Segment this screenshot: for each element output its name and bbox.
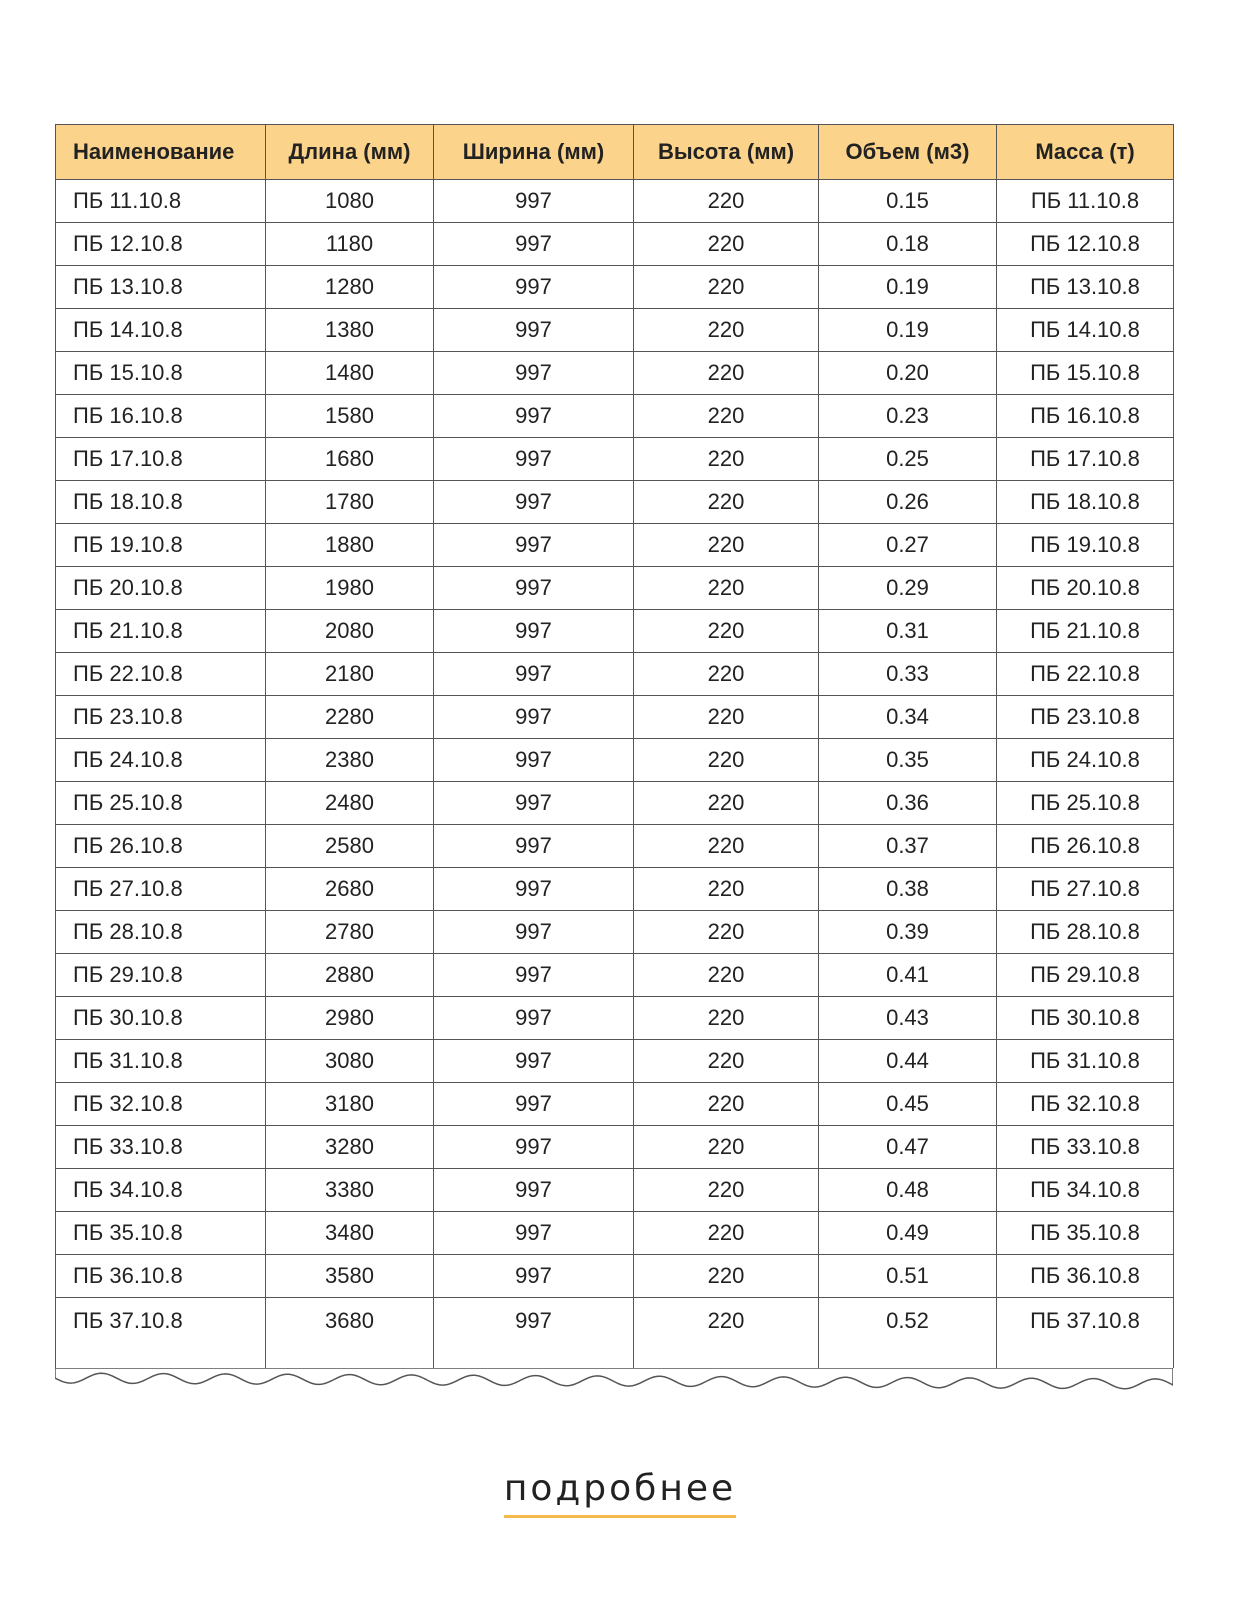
table-cell: 1480 (266, 352, 434, 395)
table-cell: 220 (634, 911, 819, 954)
more-link[interactable]: подробнее (504, 1468, 736, 1518)
table-cell: 1680 (266, 438, 434, 481)
table-cell: 220 (634, 782, 819, 825)
table-cell: 0.41 (819, 954, 997, 997)
table-cell: 0.38 (819, 868, 997, 911)
table-cell: 997 (434, 911, 634, 954)
table-cell: 220 (634, 567, 819, 610)
table-cell: 1980 (266, 567, 434, 610)
table-cell: ПБ 17.10.8 (997, 438, 1174, 481)
table-cell: ПБ 16.10.8 (997, 395, 1174, 438)
table-row (56, 180, 1174, 223)
table-cell: ПБ 25.10.8 (56, 782, 266, 825)
table-cell: 997 (434, 1040, 634, 1083)
table-cell: 2280 (266, 696, 434, 739)
spec-table-container (55, 124, 1173, 1368)
table-cell: 997 (434, 653, 634, 696)
table-cell: 0.49 (819, 1212, 997, 1255)
column-header: Ширина (мм) (434, 125, 634, 180)
table-row (56, 653, 1174, 696)
table-cell: ПБ 30.10.8 (997, 997, 1174, 1040)
table-cell: 220 (634, 696, 819, 739)
table-row (56, 868, 1174, 911)
table-cell: ПБ 20.10.8 (56, 567, 266, 610)
table-cell: 220 (634, 309, 819, 352)
table-row (56, 395, 1174, 438)
table-cell: ПБ 15.10.8 (997, 352, 1174, 395)
table-cell: 1580 (266, 395, 434, 438)
column-header: Масса (т) (997, 125, 1174, 180)
table-cell: 0.20 (819, 352, 997, 395)
table-cell: ПБ 29.10.8 (56, 954, 266, 997)
table-header-row (56, 125, 1174, 180)
table-cell: 220 (634, 1169, 819, 1212)
table-cell: ПБ 34.10.8 (997, 1169, 1174, 1212)
column-header: Длина (мм) (266, 125, 434, 180)
table-cell: 997 (434, 782, 634, 825)
table-cell: 0.15 (819, 180, 997, 223)
table-row (56, 911, 1174, 954)
table-cell: ПБ 18.10.8 (997, 481, 1174, 524)
table-cell: 997 (434, 481, 634, 524)
table-cell: 997 (434, 997, 634, 1040)
table-cell: 1780 (266, 481, 434, 524)
table-cell: ПБ 32.10.8 (56, 1083, 266, 1126)
table-cell: 997 (434, 696, 634, 739)
table-cell: ПБ 25.10.8 (997, 782, 1174, 825)
table-cell: ПБ 13.10.8 (56, 266, 266, 309)
table-cell: ПБ 35.10.8 (56, 1212, 266, 1255)
table-row (56, 696, 1174, 739)
table-cell: 997 (434, 610, 634, 653)
table-row (56, 481, 1174, 524)
table-row (56, 266, 1174, 309)
table-cell: 220 (634, 825, 819, 868)
table-cell: 3580 (266, 1255, 434, 1298)
table-cell: 0.31 (819, 610, 997, 653)
table-cell: ПБ 21.10.8 (56, 610, 266, 653)
column-header: Объем (м3) (819, 125, 997, 180)
table-cell: 997 (434, 825, 634, 868)
table-cell: ПБ 30.10.8 (56, 997, 266, 1040)
table-cell: 997 (434, 309, 634, 352)
table-row (56, 1126, 1174, 1169)
table-cell: 997 (434, 395, 634, 438)
table-cell: ПБ 12.10.8 (56, 223, 266, 266)
table-cell: 997 (434, 1169, 634, 1212)
table-cell: 997 (434, 1126, 634, 1169)
column-header: Наименование (56, 125, 266, 180)
table-cell: ПБ 23.10.8 (997, 696, 1174, 739)
table-cell: ПБ 17.10.8 (56, 438, 266, 481)
table-cell: ПБ 26.10.8 (997, 825, 1174, 868)
table-row (56, 524, 1174, 567)
table-cell: ПБ 32.10.8 (997, 1083, 1174, 1126)
table-cell: ПБ 36.10.8 (56, 1255, 266, 1298)
table-cell: 997 (434, 524, 634, 567)
table-cell: 3480 (266, 1212, 434, 1255)
table-cell: ПБ 21.10.8 (997, 610, 1174, 653)
table-cell: 0.35 (819, 739, 997, 782)
table-cell: 2080 (266, 610, 434, 653)
table-cell: ПБ 14.10.8 (997, 309, 1174, 352)
table-cell: ПБ 20.10.8 (997, 567, 1174, 610)
table-cell: 0.26 (819, 481, 997, 524)
table-cell: ПБ 13.10.8 (997, 266, 1174, 309)
table-cell: ПБ 18.10.8 (56, 481, 266, 524)
table-cell: 0.27 (819, 524, 997, 567)
table-body (56, 180, 1174, 1369)
table-cell: 0.51 (819, 1255, 997, 1298)
table-cell: 997 (434, 1083, 634, 1126)
table-row (56, 954, 1174, 997)
table-cell: 3080 (266, 1040, 434, 1083)
table-cell: ПБ 35.10.8 (997, 1212, 1174, 1255)
table-cell: 0.37 (819, 825, 997, 868)
table-cell: ПБ 29.10.8 (997, 954, 1174, 997)
table-cell: 220 (634, 868, 819, 911)
table-cell: ПБ 37.10.8 (997, 1298, 1174, 1369)
table-cell: 220 (634, 1083, 819, 1126)
table-cell: 2880 (266, 954, 434, 997)
table-cell: 220 (634, 610, 819, 653)
table-cell: ПБ 36.10.8 (997, 1255, 1174, 1298)
table-cell: 220 (634, 180, 819, 223)
table-row (56, 1298, 1174, 1369)
table-cell: 997 (434, 739, 634, 782)
table-cell: ПБ 24.10.8 (997, 739, 1174, 782)
table-cell: ПБ 11.10.8 (997, 180, 1174, 223)
table-cell: 220 (634, 1255, 819, 1298)
table-cell: 3380 (266, 1169, 434, 1212)
table-cell: 2180 (266, 653, 434, 696)
more-link-container (0, 1468, 1240, 1518)
table-cell: 1880 (266, 524, 434, 567)
table-cell: 3180 (266, 1083, 434, 1126)
table-cell: 0.47 (819, 1126, 997, 1169)
table-cell: ПБ 15.10.8 (56, 352, 266, 395)
table-cell: 220 (634, 954, 819, 997)
table-row (56, 352, 1174, 395)
table-cell: 0.23 (819, 395, 997, 438)
table-cell: 220 (634, 481, 819, 524)
table-row (56, 438, 1174, 481)
table-cell: 0.52 (819, 1298, 997, 1369)
table-row (56, 223, 1174, 266)
table-cell: 220 (634, 997, 819, 1040)
table-cell: ПБ 37.10.8 (56, 1298, 266, 1369)
table-cell: 0.43 (819, 997, 997, 1040)
table-row (56, 825, 1174, 868)
table-row (56, 1040, 1174, 1083)
table-cell: 2680 (266, 868, 434, 911)
table-cell: ПБ 22.10.8 (56, 653, 266, 696)
spec-table (55, 124, 1174, 1368)
table-cell: 0.19 (819, 266, 997, 309)
table-cell: 0.18 (819, 223, 997, 266)
table-cell: ПБ 28.10.8 (56, 911, 266, 954)
table-cell: 0.19 (819, 309, 997, 352)
table-cell: ПБ 24.10.8 (56, 739, 266, 782)
table-cell: 0.36 (819, 782, 997, 825)
table-cell: 3680 (266, 1298, 434, 1369)
table-cell: ПБ 27.10.8 (997, 868, 1174, 911)
table-cell: 3280 (266, 1126, 434, 1169)
table-row (56, 567, 1174, 610)
table-cell: 220 (634, 1212, 819, 1255)
table-row (56, 782, 1174, 825)
table-cell: ПБ 16.10.8 (56, 395, 266, 438)
table-cell: 997 (434, 1298, 634, 1369)
table-cell: 997 (434, 954, 634, 997)
table-cell: 220 (634, 524, 819, 567)
table-row (56, 739, 1174, 782)
table-cell: 0.45 (819, 1083, 997, 1126)
table-row (56, 997, 1174, 1040)
table-cell: 0.25 (819, 438, 997, 481)
table-cell: 220 (634, 1126, 819, 1169)
table-cell: 1080 (266, 180, 434, 223)
table-cell: 0.44 (819, 1040, 997, 1083)
table-cell: 997 (434, 438, 634, 481)
table-cell: 220 (634, 739, 819, 782)
table-cell: 1180 (266, 223, 434, 266)
table-cell: ПБ 31.10.8 (56, 1040, 266, 1083)
table-cell: ПБ 31.10.8 (997, 1040, 1174, 1083)
table-cell: ПБ 33.10.8 (997, 1126, 1174, 1169)
table-cell: 997 (434, 567, 634, 610)
table-cell: 2980 (266, 997, 434, 1040)
table-cell: ПБ 34.10.8 (56, 1169, 266, 1212)
table-cell: 2580 (266, 825, 434, 868)
table-cell: 997 (434, 1212, 634, 1255)
table-cell: ПБ 22.10.8 (997, 653, 1174, 696)
table-cell: 0.39 (819, 911, 997, 954)
table-cell: 997 (434, 180, 634, 223)
table-cell: 0.33 (819, 653, 997, 696)
table-row (56, 1255, 1174, 1298)
table-cell: ПБ 11.10.8 (56, 180, 266, 223)
table-row (56, 610, 1174, 653)
table-cell: ПБ 33.10.8 (56, 1126, 266, 1169)
table-cell: 2480 (266, 782, 434, 825)
table-cell: 997 (434, 868, 634, 911)
table-cell: 220 (634, 266, 819, 309)
table-cell: 1380 (266, 309, 434, 352)
table-cell: 220 (634, 438, 819, 481)
table-cell: 1280 (266, 266, 434, 309)
table-cell: 2780 (266, 911, 434, 954)
table-cell: ПБ 12.10.8 (997, 223, 1174, 266)
table-cell: ПБ 27.10.8 (56, 868, 266, 911)
table-cell: ПБ 26.10.8 (56, 825, 266, 868)
table-cell: ПБ 19.10.8 (997, 524, 1174, 567)
table-cell: 0.34 (819, 696, 997, 739)
table-cell: 997 (434, 223, 634, 266)
torn-edge-decoration (55, 1368, 1173, 1402)
table-cell: 997 (434, 266, 634, 309)
table-cell: ПБ 23.10.8 (56, 696, 266, 739)
table-cell: 220 (634, 395, 819, 438)
table-row (56, 1083, 1174, 1126)
table-cell: 220 (634, 1040, 819, 1083)
table-cell: 220 (634, 223, 819, 266)
column-header: Высота (мм) (634, 125, 819, 180)
table-cell: 997 (434, 352, 634, 395)
table-cell: 997 (434, 1255, 634, 1298)
table-row (56, 1169, 1174, 1212)
table-row (56, 1212, 1174, 1255)
table-row (56, 309, 1174, 352)
table-cell: ПБ 19.10.8 (56, 524, 266, 567)
table-cell: 0.48 (819, 1169, 997, 1212)
table-cell: ПБ 14.10.8 (56, 309, 266, 352)
table-cell: 220 (634, 352, 819, 395)
table-cell: 2380 (266, 739, 434, 782)
table-cell: 220 (634, 653, 819, 696)
table-cell: 0.29 (819, 567, 997, 610)
table-cell: ПБ 28.10.8 (997, 911, 1174, 954)
table-cell: 220 (634, 1298, 819, 1369)
